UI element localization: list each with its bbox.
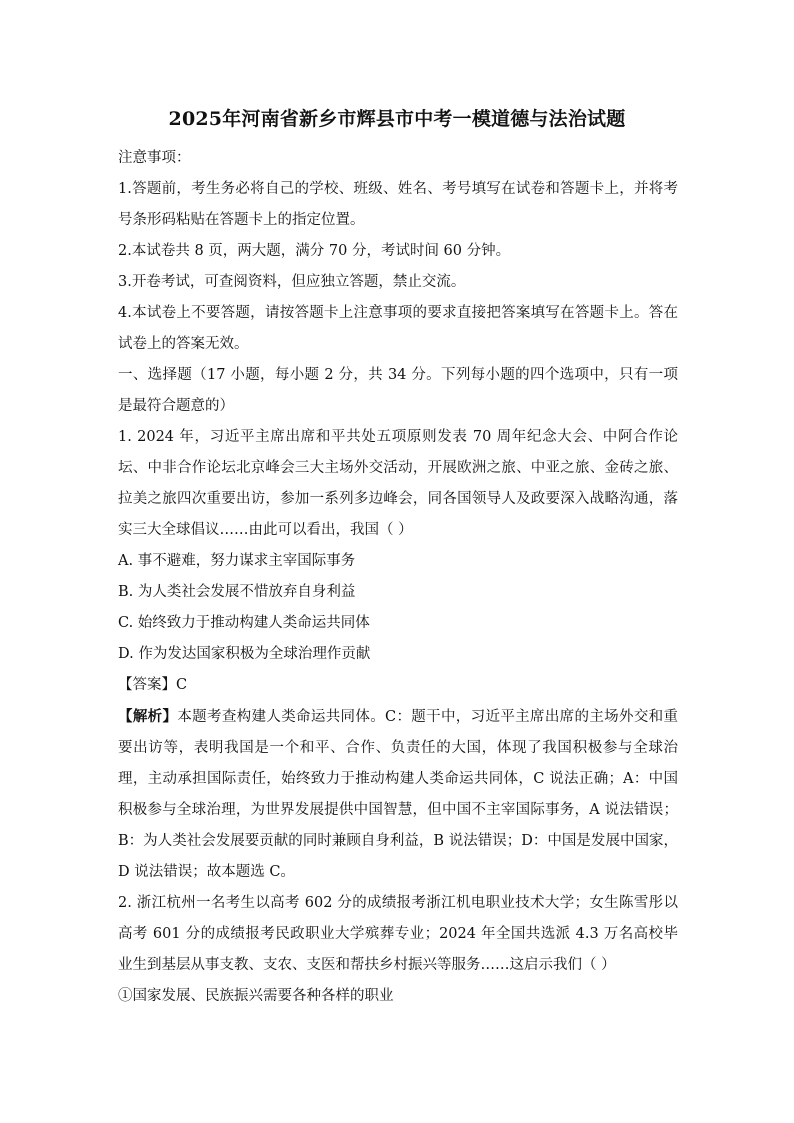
question-1-option-b: B. 为人类社会发展不惜放弃自身利益 [118,584,356,600]
notice-item-1: 1.答题前，考生务必将自己的学校、班级、姓名、考号填写在试卷和答题卡上，并将考号条形码粘贴在答题卡上的指定位置。 [118,181,678,228]
notice-heading: 注意事项： [118,150,191,166]
question-1-option-d: D. 作为发达国家积极为全球治理作贡献 [118,646,371,662]
answer-label: 【答案】 [118,677,176,693]
answer-value: C [176,677,188,693]
question-1-analysis [118,701,678,888]
analysis-label: 【解析】 [118,708,178,725]
question-1-option-c: C. 始终致力于推动构建人类命运共同体 [118,615,370,631]
notice-item-2: 2.本试卷共 8 页，两大题，满分 70 分，考试时间 60 分钟。 [118,243,511,259]
notice-item-4: 4.本试卷上不要答题，请按答题卡上注意事项的要求直接把答案填写在答题卡上。答在试卷上的答案无效。 [118,305,678,352]
exam-title: 2025年河南省新乡市辉县市中考一模道德与法治试题 [168,108,626,130]
notice-item-3: 3.开卷考试，可查阅资料，但应独立答题，禁止交流。 [118,274,466,290]
question-2-option-1: ①国家发展、民族振兴需要各种各样的职业 [118,988,394,1004]
question-2-stem: 2. 浙江杭州一名考生以高考 602 分的成绩报考浙江机电职业技术大学；女生陈雪彤以高考 601 分的成绩报考民政职业大学殡葬专业；2024 年全国共选派 4.3 万名高校毕业生到基层从事支教、支农、支医和帮扶乡村振兴等服务……这启示我们（ ） [118,895,678,973]
question-1-answer [118,670,678,701]
exam-content [118,143,678,1012]
question-1-option-a: A. 事不避难，努力谋求主宰国际事务 [118,553,356,569]
question-1-stem: 1. 2024 年，习近平主席出席和平共处五项原则发表 70 周年纪念大会、中阿合作论坛、中非合作论坛北京峰会三大主场外交活动，开展欧洲之旅、中亚之旅、金砖之旅、拉美之旅四次重要出访，参加一系列多边峰会，同各国领导人及政要深入战略沟通，落实三大全球倡议……由此可以看出，我国（ ） [118,429,678,538]
section-heading: 一、选择题（17 小题，每小题 2 分，共 34 分。下列每小题的四个选项中，只有一项是最符合题意的） [118,367,678,414]
analysis-text: 本题考查构建人类命运共同体。C：题干中，习近平主席出席的主场外交和重要出访等，表明我国是一个和平、合作、负责任的大国，体现了我国积极参与全球治理，主动承担国际责任，始终致力于推动构建人类命运共同体，C 说法正确；A：中国积极参与全球治理，为世界发展提供中国智慧，但中国不主宰国际事务，A 说法错误；B：为人类社会发展要贡献的同时兼顾自身利益，B 说法错误；D：中国是发展中国家，D 说法错误；故本题选 C。 [118,709,679,880]
